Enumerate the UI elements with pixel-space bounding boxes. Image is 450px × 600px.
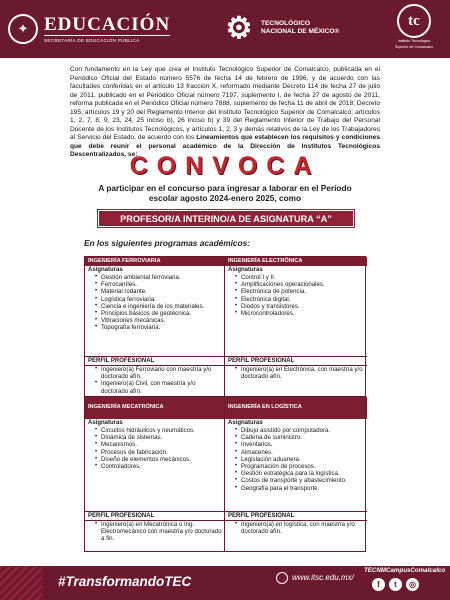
list-item: • Electrónica de potencia. bbox=[235, 288, 365, 295]
call-subtitle: A participar en el concurso para ingresar a laborar en el Período escolar agosto 2024-enero 2025, como bbox=[98, 183, 352, 203]
twitter-icon[interactable]: t bbox=[389, 578, 402, 591]
position-title: PROFESOR/A INTERINO/A DE ASIGNATURA “A” bbox=[120, 213, 332, 224]
subjects-list bbox=[85, 274, 224, 332]
list-item: • Costos de transporte y abastecimiento. bbox=[235, 477, 365, 484]
sep-subtitle: SECRETARÍA DE EDUCACIÓN PÚBLICA bbox=[44, 35, 170, 44]
profile-list bbox=[225, 521, 367, 535]
footer-decoration bbox=[0, 566, 42, 600]
program-name: INGENIERÍA ELECTRÓNICA bbox=[225, 257, 367, 266]
profile-label: PERFIL PROFESIONAL bbox=[225, 511, 367, 521]
list-item: • Diseño de elementos mecánicos. bbox=[95, 456, 222, 463]
itsc-logo bbox=[386, 4, 442, 54]
tecnm-line2: NACIONAL DE MÉXICO® bbox=[261, 28, 340, 35]
list-item: • Controladores. bbox=[95, 463, 222, 470]
facebook-icon[interactable]: f bbox=[372, 578, 385, 591]
program-name: INGENIERÍA EN LOGÍSTICA bbox=[225, 397, 367, 419]
list-item: • Material rodante. bbox=[95, 288, 222, 295]
list-item: • Amplificaciones operacionales. bbox=[235, 281, 365, 288]
subjects-label: Asignaturas bbox=[228, 420, 263, 426]
list-item: • Ingeniero(a) Ferroviario con maestría y/o doctorado afín. bbox=[95, 366, 222, 380]
programs-intro: En los siguientes programas académicos: bbox=[84, 238, 250, 248]
subjects-label: Asignaturas bbox=[88, 267, 123, 273]
list-item: • Ciencia e ingeniería de los materiales. bbox=[95, 303, 222, 310]
program-cell-mecatronica bbox=[85, 397, 225, 551]
profile-label: PERFIL PROFESIONAL bbox=[85, 511, 224, 521]
list-item: • Electrónica digital. bbox=[235, 296, 365, 303]
profile-list bbox=[85, 521, 224, 543]
list-item: • Ingeniero(a) Civil, con maestría y/o doctorado afín. bbox=[95, 380, 222, 394]
list-item: • Mecanismos. bbox=[95, 441, 222, 448]
social-handle: TECNMCampusComalcalco bbox=[364, 567, 446, 574]
program-name: INGENIERÍA FERROVIARIA bbox=[85, 257, 224, 266]
itsc-line1: Instituto Tecnológico bbox=[397, 39, 431, 43]
list-item: • Ingeniero(a) en Mecatrónica o Ing. Electromecánico con maestría y/o doctorado a fin. bbox=[95, 521, 222, 543]
globe-icon bbox=[276, 572, 288, 584]
list-item: • Procesos de fabricación. bbox=[95, 449, 222, 456]
programs-table-top bbox=[84, 256, 366, 401]
list-item: • Inventarios. bbox=[235, 441, 365, 448]
list-item: • Gestión ambiental ferroviaria. bbox=[95, 274, 222, 281]
list-item: • Vibraciones mecánicas. bbox=[95, 317, 222, 324]
itsc-emblem-icon: tc bbox=[397, 4, 431, 38]
program-name: INGENIERÍA MECATRÓNICA bbox=[85, 397, 224, 419]
profile-label: PERFIL PROFESIONAL bbox=[85, 356, 224, 366]
subjects-label: Asignaturas bbox=[88, 420, 123, 426]
sep-title: EDUCACIÓN bbox=[44, 13, 171, 35]
tecnm-line1: TECNOLÓGICO bbox=[261, 20, 311, 27]
program-cell-electronica bbox=[225, 257, 367, 400]
list-item: • Programación de procesos. bbox=[235, 463, 365, 470]
intro-paragraph bbox=[70, 66, 380, 160]
instagram-icon[interactable]: ◎ bbox=[406, 578, 419, 591]
subjects-list bbox=[85, 427, 224, 470]
subjects-list bbox=[225, 427, 367, 492]
list-item: • Microcontroladores. bbox=[235, 310, 365, 317]
convoca-heading: CONVOCA bbox=[129, 152, 321, 180]
profile-label: PERFIL PROFESIONAL bbox=[225, 356, 367, 366]
list-item: • Circuitos hidráulicos y neumáticos. bbox=[95, 427, 222, 434]
gear-icon: ⚙ bbox=[225, 11, 253, 45]
list-item: • Dinámica de sistemas. bbox=[95, 434, 222, 441]
list-item: • Topografía ferroviaria. bbox=[95, 324, 222, 331]
list-item: • Dibujo asistido por computadora. bbox=[235, 427, 365, 434]
tecnm-logo bbox=[220, 8, 339, 48]
subjects-label: Asignaturas bbox=[228, 267, 263, 273]
list-item: • Principios básicos de geotécnica. bbox=[95, 310, 222, 317]
programs-table-bottom bbox=[84, 396, 366, 552]
header-bar bbox=[0, 0, 450, 58]
profile-list bbox=[85, 366, 224, 395]
list-item: • Cadena de suministro. bbox=[235, 434, 365, 441]
list-item: • Ferrocarriles. bbox=[95, 281, 222, 288]
program-cell-ferroviaria bbox=[85, 257, 225, 400]
website-link[interactable]: www.itsc.edu.mx/ bbox=[292, 573, 354, 582]
footer-hashtag: #TransformandoTEC bbox=[58, 574, 192, 589]
sep-emblem-icon: ✦ bbox=[8, 14, 38, 44]
list-item: • Ingeniero(a) en logística, con maestría y/o doctorado afín. bbox=[235, 521, 365, 535]
list-item: • Legislación aduanera. bbox=[235, 456, 365, 463]
subjects-list bbox=[225, 274, 367, 317]
itsc-line2: Superior de Comalcalco bbox=[394, 44, 434, 49]
position-banner bbox=[98, 210, 354, 227]
intro-text: Con fundamento en la Ley que crea el Instituto Tecnológico Superior de Comalcalco, publicada en el Periódico Oficial del Estado número 5576 de fecha 14 de febrero de 1996, y de acuerdo con las facultades conferidas en el artículo 13 fracción X, reformado mediante Decreto 114 de fecha 27 de julio de 2011, publicado en el Periódico Oficial número 7197, suplemento I, de fecha 27 de agosto de 2011, reforma publicada en el Periódico Oficial número 7888, suplemento de fecha 11 de abril de 2018; Decreto 195, artículos 19 y 20 del Reglamento Interior del Instituto Tecnológico Superior de Comalcalco; artículos 1, 2, 7, 8, 9, 23, 24, 25 inciso b), 26 inciso b) y 39 del Reglamento Interior de Trabajo del Personal Docente de los Institutos Tecnológicos, y artículos 1, 2, 3 y demás relativos de la Ley de los Trabajadores al Servicio del Estado, de acuerdo con los bbox=[70, 66, 380, 141]
list-item: • Almacenes. bbox=[235, 449, 365, 456]
list-item: • Ingeniero(a) en Electrónica, con maestría y/o doctorado afín. bbox=[235, 366, 365, 380]
profile-list bbox=[225, 366, 367, 380]
sep-logo bbox=[0, 0, 170, 58]
program-cell-logistica bbox=[225, 397, 367, 551]
intro-bold-text: Lineamientos que establecen los requisitos y condiciones que debe reunir el personal académico de la Dirección de Institutos Tecnológicos Descentralizados, se: bbox=[70, 134, 380, 158]
list-item: • Logística ferroviaria. bbox=[95, 296, 222, 303]
list-item: • Geografía para el transporte. bbox=[235, 485, 365, 492]
list-item: • Control I y II. bbox=[235, 274, 365, 281]
list-item: • Diodos y transistores. bbox=[235, 303, 365, 310]
list-item: • Gestión estratégica para la logística. bbox=[235, 470, 365, 477]
